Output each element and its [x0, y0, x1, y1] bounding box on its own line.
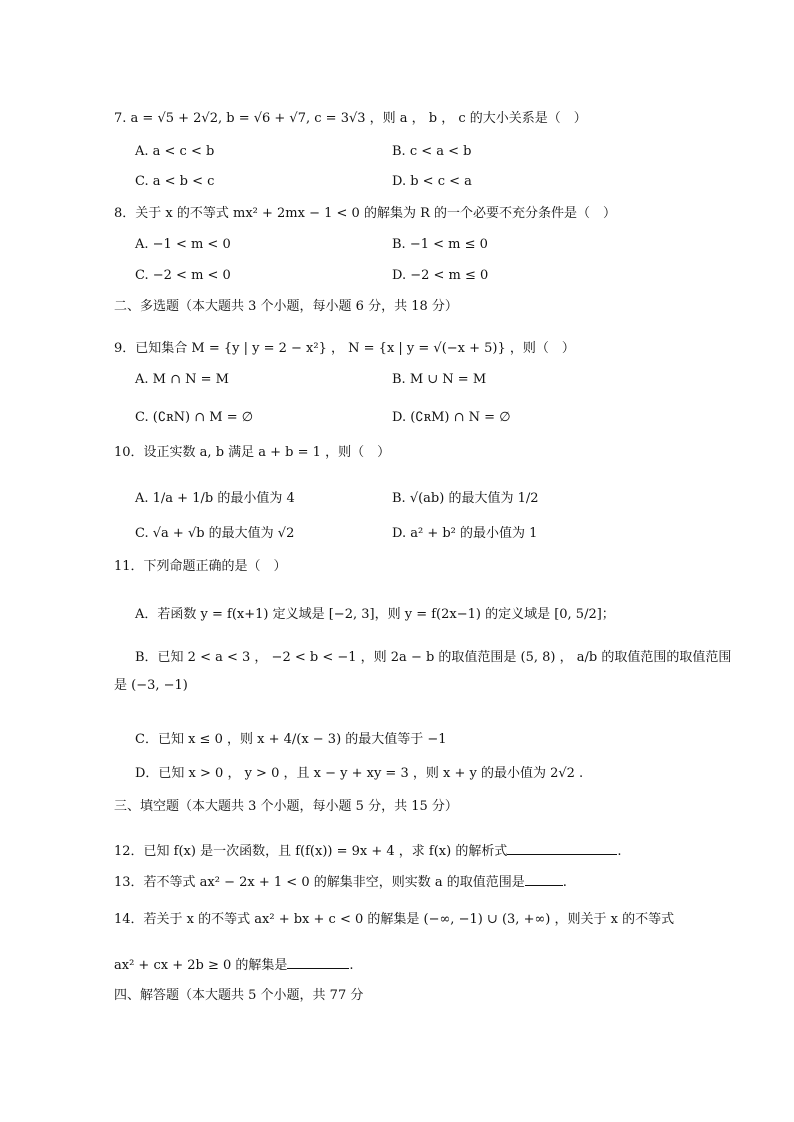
q14-text: ax² + cx + 2b ≥ 0 的解集是 [114, 958, 288, 973]
question-12: 12．已知 f(x) 是一次函数，且 f(f(x)) = 9x + 4 ，求 f(x) 的解析式 . [114, 840, 621, 862]
q10-option-c: C. √a + √b 的最大值为 √2 [135, 526, 295, 541]
q10-option-b: B. √(ab) 的最大值为 1/2 [392, 491, 539, 506]
section-4-heading: 四、解答题（本大题共 5 个小题，共 77 分 [114, 988, 364, 1003]
q12-text: 12．已知 f(x) 是一次函数，且 f(f(x)) = 9x + 4 ，求 f(x) 的解析式 [114, 844, 508, 859]
q7-option-a: A. a < c < b [135, 144, 215, 159]
q9-option-a: A. M ∩ N = M [135, 372, 229, 387]
q7-option-d: D. b < c < a [392, 174, 472, 189]
question-8-stem: 8．关于 x 的不等式 mx² + 2mx − 1 < 0 的解集为 R 的一个必要不充分条件是（ ） [114, 206, 616, 221]
question-11-stem: 11．下列命题正确的是（ ） [114, 559, 287, 574]
q11-option-b-line2: 是 (−3, −1) [114, 678, 188, 693]
q8-option-b: B. −1 < m ≤ 0 [392, 237, 488, 252]
q11-option-d: D．已知 x > 0 ， y > 0 ，且 x − y + xy = 3 ，则 x + y 的最小值为 2√2 . [135, 766, 584, 781]
q9-option-b: B. M ∪ N = M [392, 372, 487, 387]
q7-option-c: C. a < b < c [135, 174, 215, 189]
q13-answer-blank[interactable] [525, 871, 563, 886]
question-9-stem: 9．已知集合 M = {y | y = 2 − x²} ， N = {x | y = √(−x + 5)} ，则（ ） [114, 341, 575, 356]
q14-answer-blank[interactable] [287, 954, 349, 969]
q10-option-d: D. a² + b² 的最小值为 1 [392, 526, 538, 541]
section-3-heading: 三、填空题（本大题共 3 个小题，每小题 5 分，共 15 分） [114, 799, 458, 814]
section-2-heading: 二、多选题（本大题共 3 个小题，每小题 6 分，共 18 分） [114, 299, 458, 314]
question-13: 13．若不等式 ax² − 2x + 1 < 0 的解集非空，则实数 a 的取值范围是 . [114, 871, 567, 893]
q11-option-a: A．若函数 y = f(x+1) 定义域是 [−2, 3]，则 y = f(2x−1) 的定义域是 [0, 5/2]； [135, 607, 615, 622]
q9-option-c: C. (∁ʀN) ∩ M = ∅ [135, 410, 254, 425]
q12-answer-blank[interactable] [507, 840, 617, 855]
q8-option-c: C. −2 < m < 0 [135, 268, 231, 283]
q11-option-b-line1: B．已知 2 < a < 3 ， −2 < b < −1 ，则 2a − b 的取值范围是 (5, 8) ， a/b 的取值范围的取值范围 [135, 650, 732, 665]
q8-option-d: D. −2 < m ≤ 0 [392, 268, 489, 283]
question-14-line1: 14．若关于 x 的不等式 ax² + bx + c < 0 的解集是 (−∞, −1) ∪ (3, +∞) ，则关于 x 的不等式 [114, 912, 675, 927]
q9-option-d: D. (∁ʀM) ∩ N = ∅ [392, 410, 511, 425]
question-14-line2: ax² + cx + 2b ≥ 0 的解集是 . [114, 954, 354, 976]
q13-text: 13．若不等式 ax² − 2x + 1 < 0 的解集非空，则实数 a 的取值范围是 [114, 875, 525, 890]
question-7-stem: 7. a = √5 + 2√2, b = √6 + √7, c = 3√3 ，则 a ， b ， c 的大小关系是（ ） [114, 111, 587, 126]
q7-option-b: B. c < a < b [392, 144, 472, 159]
question-10-stem: 10．设正实数 a, b 满足 a + b = 1 ，则（ ） [114, 445, 391, 460]
q8-option-a: A. −1 < m < 0 [135, 237, 231, 252]
q10-option-a: A. 1/a + 1/b 的最小值为 4 [135, 491, 295, 506]
q11-option-c: C．已知 x ≤ 0 ，则 x + 4/(x − 3) 的最大值等于 −1 [135, 732, 447, 747]
